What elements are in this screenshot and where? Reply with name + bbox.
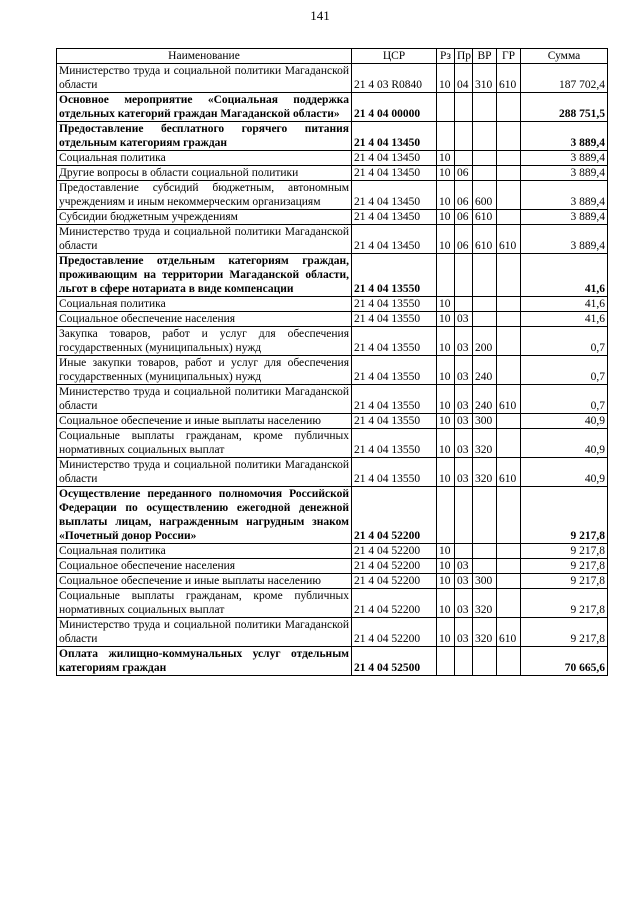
cell-sum: 3 889,4 [521, 225, 608, 254]
cell-rz: 10 [437, 297, 455, 312]
cell-csr: 21 4 04 52200 [352, 589, 437, 618]
cell-vr [473, 647, 497, 676]
cell-pr: 03 [455, 356, 473, 385]
cell-rz: 10 [437, 166, 455, 181]
table-row [57, 385, 608, 414]
cell-rz: 10 [437, 544, 455, 559]
cell-rz [437, 93, 455, 122]
cell-rz: 10 [437, 458, 455, 487]
cell-gr [497, 210, 521, 225]
cell-gr: 610 [497, 458, 521, 487]
cell-sum: 0,7 [521, 385, 608, 414]
cell-vr: 300 [473, 414, 497, 429]
cell-gr [497, 151, 521, 166]
cell-gr [497, 647, 521, 676]
cell-name: Иные закупки товаров, работ и услуг для обеспечения государственных (муниципальных) нужд [57, 356, 352, 385]
cell-sum: 3 889,4 [521, 210, 608, 225]
cell-rz [437, 647, 455, 676]
table-header-row [57, 49, 608, 64]
header-rz: Рз [437, 49, 455, 64]
table-row [57, 327, 608, 356]
table-row [57, 210, 608, 225]
cell-sum: 9 217,8 [521, 618, 608, 647]
cell-sum: 288 751,5 [521, 93, 608, 122]
cell-pr: 04 [455, 64, 473, 93]
cell-vr: 240 [473, 356, 497, 385]
cell-vr [473, 151, 497, 166]
cell-name: Субсидии бюджетным учреждениям [57, 210, 352, 225]
cell-csr: 21 4 04 13550 [352, 429, 437, 458]
cell-rz: 10 [437, 559, 455, 574]
cell-name: Закупка товаров, работ и услуг для обеспечения государственных (муниципальных) нужд [57, 327, 352, 356]
cell-gr [497, 254, 521, 297]
header-csr: ЦСР [352, 49, 437, 64]
cell-pr [455, 487, 473, 544]
cell-pr: 03 [455, 429, 473, 458]
cell-rz: 10 [437, 64, 455, 93]
cell-gr [497, 312, 521, 327]
table-row [57, 647, 608, 676]
cell-vr: 240 [473, 385, 497, 414]
cell-sum: 41,6 [521, 312, 608, 327]
header-vr: ВР [473, 49, 497, 64]
table-row [57, 166, 608, 181]
cell-sum: 9 217,8 [521, 574, 608, 589]
cell-pr: 03 [455, 458, 473, 487]
cell-gr [497, 166, 521, 181]
cell-csr: 21 4 04 13550 [352, 385, 437, 414]
cell-sum: 70 665,6 [521, 647, 608, 676]
table-row [57, 544, 608, 559]
cell-rz: 10 [437, 429, 455, 458]
cell-sum: 3 889,4 [521, 166, 608, 181]
cell-csr: 21 4 04 00000 [352, 93, 437, 122]
cell-gr [497, 414, 521, 429]
cell-sum: 187 702,4 [521, 64, 608, 93]
cell-gr [497, 487, 521, 544]
cell-rz: 10 [437, 225, 455, 254]
cell-gr [497, 356, 521, 385]
table-row [57, 559, 608, 574]
cell-name: Министерство труда и социальной политики Магаданской области [57, 385, 352, 414]
cell-vr: 310 [473, 64, 497, 93]
cell-gr: 610 [497, 618, 521, 647]
cell-name: Предоставление отдельным категориям граждан, проживающим на территории Магаданской области, льгот в сфере нотариата в виде компенсации [57, 254, 352, 297]
cell-csr: 21 4 04 13550 [352, 297, 437, 312]
cell-pr: 03 [455, 327, 473, 356]
cell-sum: 3 889,4 [521, 122, 608, 151]
cell-name: Социальная политика [57, 151, 352, 166]
cell-pr: 03 [455, 312, 473, 327]
cell-sum: 40,9 [521, 458, 608, 487]
cell-pr [455, 122, 473, 151]
cell-sum: 3 889,4 [521, 151, 608, 166]
cell-pr: 03 [455, 559, 473, 574]
cell-vr: 320 [473, 618, 497, 647]
cell-csr: 21 4 04 52200 [352, 559, 437, 574]
table-body [57, 64, 608, 676]
cell-csr: 21 4 04 13550 [352, 414, 437, 429]
cell-vr: 200 [473, 327, 497, 356]
table-row [57, 297, 608, 312]
table-row [57, 181, 608, 210]
cell-rz: 10 [437, 618, 455, 647]
cell-csr: 21 4 04 13450 [352, 225, 437, 254]
cell-name: Осуществление переданного полномочия Российской Федерации по осуществлению ежегодной денежной выплаты лицам, награжденным нагрудным знаком «Почетный донор России» [57, 487, 352, 544]
cell-name: Социальные выплаты гражданам, кроме публичных нормативных социальных выплат [57, 429, 352, 458]
cell-vr [473, 93, 497, 122]
cell-gr [497, 122, 521, 151]
cell-sum: 40,9 [521, 429, 608, 458]
cell-name: Основное мероприятие «Социальная поддержка отдельных категорий граждан Магаданской области» [57, 93, 352, 122]
header-sum: Сумма [521, 49, 608, 64]
cell-rz: 10 [437, 589, 455, 618]
cell-name: Предоставление бесплатного горячего питания отдельным категориям граждан [57, 122, 352, 151]
cell-sum: 9 217,8 [521, 589, 608, 618]
budget-table [56, 48, 608, 676]
cell-vr: 600 [473, 181, 497, 210]
table-row [57, 122, 608, 151]
cell-sum: 41,6 [521, 297, 608, 312]
cell-csr: 21 4 04 13450 [352, 181, 437, 210]
table-row [57, 574, 608, 589]
cell-name: Другие вопросы в области социальной политики [57, 166, 352, 181]
cell-csr: 21 4 04 52200 [352, 574, 437, 589]
cell-rz: 10 [437, 210, 455, 225]
cell-pr: 03 [455, 414, 473, 429]
cell-csr: 21 4 04 52200 [352, 544, 437, 559]
cell-gr: 610 [497, 64, 521, 93]
cell-gr: 610 [497, 385, 521, 414]
cell-pr: 03 [455, 589, 473, 618]
table-row [57, 93, 608, 122]
cell-csr: 21 4 04 52200 [352, 487, 437, 544]
cell-rz [437, 254, 455, 297]
cell-gr [497, 297, 521, 312]
cell-name: Социальное обеспечение населения [57, 312, 352, 327]
cell-pr: 03 [455, 618, 473, 647]
cell-csr: 21 4 04 13450 [352, 151, 437, 166]
table-row [57, 225, 608, 254]
cell-sum: 0,7 [521, 356, 608, 385]
cell-name: Социальные выплаты гражданам, кроме публичных нормативных социальных выплат [57, 589, 352, 618]
cell-gr [497, 327, 521, 356]
table-row [57, 429, 608, 458]
cell-vr: 300 [473, 574, 497, 589]
cell-vr: 320 [473, 429, 497, 458]
cell-rz: 10 [437, 151, 455, 166]
cell-name: Оплата жилищно-коммунальных услуг отдельным категориям граждан [57, 647, 352, 676]
cell-vr [473, 254, 497, 297]
cell-sum: 9 217,8 [521, 487, 608, 544]
cell-sum: 3 889,4 [521, 181, 608, 210]
table-row [57, 458, 608, 487]
cell-rz: 10 [437, 181, 455, 210]
cell-pr: 06 [455, 181, 473, 210]
cell-name: Социальная политика [57, 544, 352, 559]
cell-gr [497, 559, 521, 574]
table-row [57, 618, 608, 647]
cell-rz: 10 [437, 385, 455, 414]
cell-sum: 9 217,8 [521, 559, 608, 574]
table-row [57, 356, 608, 385]
cell-name: Министерство труда и социальной политики Магаданской области [57, 618, 352, 647]
cell-sum: 9 217,8 [521, 544, 608, 559]
cell-vr: 320 [473, 458, 497, 487]
cell-pr [455, 254, 473, 297]
cell-vr [473, 312, 497, 327]
cell-pr: 06 [455, 210, 473, 225]
cell-gr [497, 181, 521, 210]
table-row [57, 312, 608, 327]
cell-pr: 03 [455, 385, 473, 414]
cell-rz: 10 [437, 356, 455, 385]
cell-csr: 21 4 04 13550 [352, 254, 437, 297]
cell-gr: 610 [497, 225, 521, 254]
cell-rz: 10 [437, 327, 455, 356]
cell-gr [497, 574, 521, 589]
cell-sum: 0,7 [521, 327, 608, 356]
cell-name: Министерство труда и социальной политики Магаданской области [57, 225, 352, 254]
table-row [57, 151, 608, 166]
cell-pr: 06 [455, 166, 473, 181]
cell-gr [497, 429, 521, 458]
cell-pr [455, 151, 473, 166]
cell-csr: 21 4 04 13550 [352, 327, 437, 356]
cell-name: Министерство труда и социальной политики Магаданской области [57, 64, 352, 93]
cell-sum: 41,6 [521, 254, 608, 297]
cell-csr: 21 4 04 52500 [352, 647, 437, 676]
cell-pr: 06 [455, 225, 473, 254]
cell-pr [455, 297, 473, 312]
cell-rz: 10 [437, 414, 455, 429]
cell-pr [455, 544, 473, 559]
cell-vr [473, 487, 497, 544]
cell-rz [437, 122, 455, 151]
cell-gr [497, 589, 521, 618]
cell-name: Социальное обеспечение и иные выплаты населению [57, 414, 352, 429]
cell-name: Социальное обеспечение населения [57, 559, 352, 574]
cell-sum: 40,9 [521, 414, 608, 429]
cell-vr [473, 297, 497, 312]
cell-name: Министерство труда и социальной политики Магаданской области [57, 458, 352, 487]
cell-csr: 21 4 04 13450 [352, 210, 437, 225]
cell-name: Предоставление субсидий бюджетным, автономным учреждениям и иным некоммерческим организациям [57, 181, 352, 210]
cell-pr [455, 647, 473, 676]
cell-csr: 21 4 04 13450 [352, 166, 437, 181]
cell-csr: 21 4 03 R0840 [352, 64, 437, 93]
cell-csr: 21 4 04 52200 [352, 618, 437, 647]
header-pr: Пр [455, 49, 473, 64]
header-name: Наименование [57, 49, 352, 64]
cell-vr [473, 166, 497, 181]
cell-name: Социальное обеспечение и иные выплаты населению [57, 574, 352, 589]
cell-csr: 21 4 04 13450 [352, 122, 437, 151]
table-row [57, 589, 608, 618]
table-row [57, 414, 608, 429]
table-row [57, 64, 608, 93]
cell-rz: 10 [437, 312, 455, 327]
table-row [57, 487, 608, 544]
cell-rz [437, 487, 455, 544]
cell-gr [497, 544, 521, 559]
cell-csr: 21 4 04 13550 [352, 312, 437, 327]
cell-vr [473, 122, 497, 151]
page-number: 141 [310, 8, 330, 23]
cell-rz: 10 [437, 574, 455, 589]
cell-gr [497, 93, 521, 122]
cell-vr: 610 [473, 225, 497, 254]
cell-pr: 03 [455, 574, 473, 589]
cell-csr: 21 4 04 13550 [352, 356, 437, 385]
cell-vr [473, 559, 497, 574]
table-row [57, 254, 608, 297]
cell-vr: 610 [473, 210, 497, 225]
cell-vr: 320 [473, 589, 497, 618]
cell-pr [455, 93, 473, 122]
cell-name: Социальная политика [57, 297, 352, 312]
header-gr: ГР [497, 49, 521, 64]
cell-vr [473, 544, 497, 559]
cell-csr: 21 4 04 13550 [352, 458, 437, 487]
